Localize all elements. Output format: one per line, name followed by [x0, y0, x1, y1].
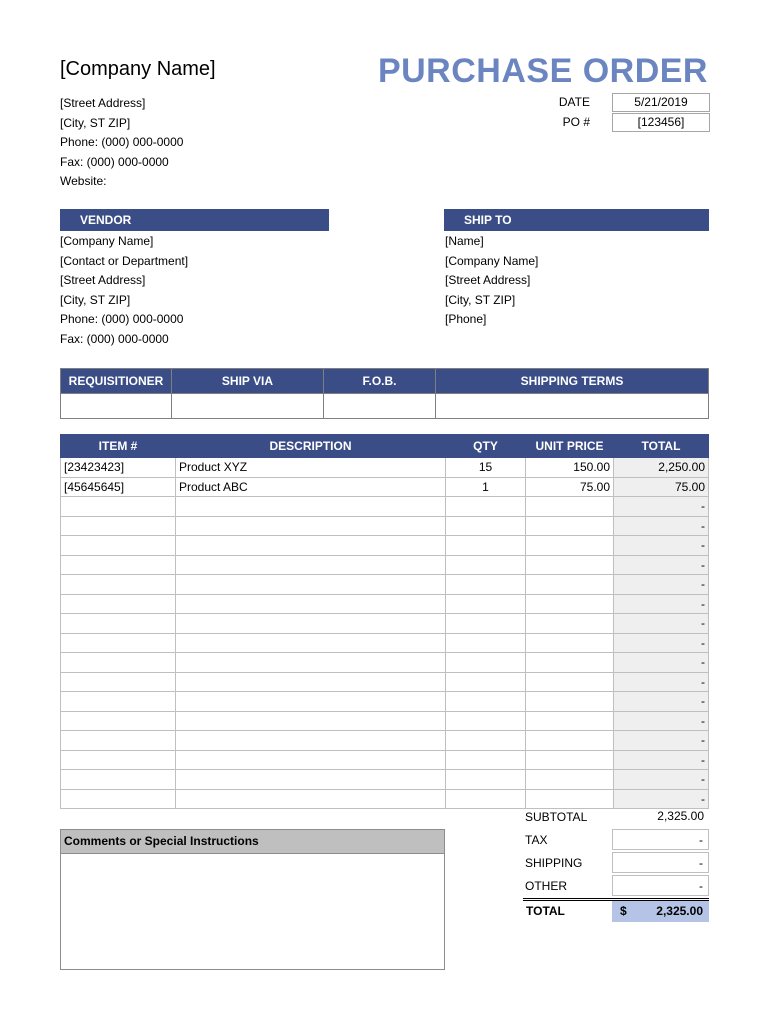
vendor-line: [Company Name] [60, 234, 154, 248]
shipping-terms-header: SHIPPING TERMS [436, 369, 709, 394]
ship-to-header-label: SHIP TO [464, 213, 512, 227]
item-number-cell[interactable] [61, 536, 176, 556]
unit-price-cell[interactable] [526, 770, 614, 790]
description-cell[interactable]: Product XYZ [176, 458, 446, 478]
qty-cell[interactable] [446, 731, 526, 751]
ship-to-details [445, 232, 538, 330]
unit-price-cell[interactable] [526, 711, 614, 731]
qty-cell[interactable] [446, 555, 526, 575]
description-cell[interactable] [176, 555, 446, 575]
tax-field[interactable]: - [612, 829, 709, 850]
unit-price-cell[interactable] [526, 536, 614, 556]
ship-to-header [444, 209, 709, 231]
item-number-cell[interactable]: [23423423] [61, 458, 176, 478]
line-total-cell: - [614, 672, 709, 692]
requisitioner-field[interactable] [61, 394, 172, 419]
table-row [61, 633, 709, 653]
grand-total-box [612, 901, 709, 922]
description-cell[interactable] [176, 575, 446, 595]
qty-cell[interactable] [446, 536, 526, 556]
description-cell[interactable] [176, 614, 446, 634]
ship-to-line: [City, ST ZIP] [445, 292, 516, 307]
qty-cell[interactable] [446, 497, 526, 517]
description-cell[interactable] [176, 692, 446, 712]
qty-cell[interactable] [446, 770, 526, 790]
qty-cell[interactable] [446, 575, 526, 595]
qty-cell[interactable] [446, 789, 526, 809]
company-address-line: [City, ST ZIP] [60, 115, 131, 130]
qty-cell[interactable] [446, 711, 526, 731]
table-row [61, 516, 709, 536]
date-field[interactable]: 5/21/2019 [612, 93, 710, 112]
shipping-label: SHIPPING [525, 856, 583, 870]
subtotal-label: SUBTOTAL [525, 810, 588, 824]
item-number-cell[interactable] [61, 672, 176, 692]
line-total-cell: - [614, 692, 709, 712]
other-label: OTHER [525, 879, 567, 893]
unit-price-cell[interactable] [526, 731, 614, 751]
po-number-label: PO # [562, 115, 590, 129]
line-total-cell: - [614, 516, 709, 536]
qty-cell[interactable] [446, 672, 526, 692]
vendor-header-label: VENDOR [80, 213, 132, 227]
unit-price-cell[interactable] [526, 750, 614, 770]
qty-cell[interactable]: 1 [446, 477, 526, 497]
description-cell[interactable] [176, 731, 446, 751]
shipping-info-header-row [61, 369, 709, 394]
unit-price-cell[interactable] [526, 653, 614, 673]
ship-to-line: [Street Address] [445, 273, 531, 287]
line-total-cell: - [614, 653, 709, 673]
requisitioner-header: REQUISITIONER [61, 369, 172, 394]
description-cell[interactable] [176, 516, 446, 536]
description-cell[interactable] [176, 653, 446, 673]
line-total-cell: - [614, 711, 709, 731]
grand-total-label: TOTAL [526, 904, 565, 918]
line-total-cell: - [614, 614, 709, 634]
description-cell[interactable]: Product ABC [176, 477, 446, 497]
company-name: [Company Name] [60, 58, 216, 80]
ship-to-line: [Phone] [445, 312, 487, 326]
other-field[interactable]: - [612, 875, 709, 896]
company-address-line: Website: [60, 174, 107, 188]
table-row [61, 653, 709, 673]
shipping-info-table [60, 368, 709, 419]
items-table [60, 434, 709, 809]
unit-price-cell[interactable] [526, 672, 614, 692]
line-total-cell: 2,250.00 [614, 458, 709, 478]
qty-header: QTY [446, 435, 526, 458]
company-address [60, 94, 183, 192]
table-row [61, 536, 709, 556]
ship-via-header: SHIP VIA [172, 369, 324, 394]
table-row [61, 477, 709, 497]
item-number-cell[interactable] [61, 633, 176, 653]
item-number-cell[interactable] [61, 653, 176, 673]
qty-cell[interactable] [446, 692, 526, 712]
line-total-cell: - [614, 594, 709, 614]
item-number-cell[interactable]: [45645645] [61, 477, 176, 497]
qty-cell[interactable] [446, 750, 526, 770]
qty-cell[interactable] [446, 653, 526, 673]
date-label: DATE [558, 95, 590, 109]
qty-cell[interactable] [446, 516, 526, 536]
description-cell[interactable] [176, 536, 446, 556]
total-header: TOTAL [614, 435, 709, 458]
description-cell[interactable] [176, 711, 446, 731]
item-number-cell[interactable] [61, 516, 176, 536]
item-number-cell[interactable] [61, 750, 176, 770]
qty-cell[interactable]: 15 [446, 458, 526, 478]
description-cell[interactable] [176, 789, 446, 809]
table-row [61, 594, 709, 614]
description-cell[interactable] [176, 497, 446, 517]
unit-price-cell[interactable] [526, 594, 614, 614]
subtotal-value: 2,325.00 [657, 809, 704, 823]
unit-price-cell[interactable]: 75.00 [526, 477, 614, 497]
table-row [61, 731, 709, 751]
company-address-line: Fax: (000) 000-0000 [60, 154, 169, 169]
table-row [61, 750, 709, 770]
unit-price-cell[interactable] [526, 692, 614, 712]
unit-price-cell[interactable]: 150.00 [526, 458, 614, 478]
unit-price-cell[interactable] [526, 516, 614, 536]
comments-header: Comments or Special Instructions [60, 829, 445, 853]
vendor-line: Phone: (000) 000-0000 [60, 312, 184, 326]
item-number-cell[interactable] [61, 555, 176, 575]
shipping-info-row [61, 394, 709, 419]
ship-to-line: [Name] [445, 234, 484, 248]
item-number-cell[interactable] [61, 497, 176, 517]
table-row [61, 497, 709, 517]
table-row [61, 614, 709, 634]
unit-price-cell[interactable] [526, 633, 614, 653]
unit-price-cell[interactable] [526, 555, 614, 575]
comments-field[interactable] [60, 853, 445, 970]
shipping-terms-field[interactable] [436, 394, 709, 419]
table-row [61, 672, 709, 692]
description-header: DESCRIPTION [176, 435, 446, 458]
grand-total-value: 2,325.00 [656, 904, 703, 918]
item-number-cell[interactable] [61, 789, 176, 809]
line-total-cell: - [614, 555, 709, 575]
currency-symbol: $ [620, 904, 627, 918]
items-body [61, 458, 709, 809]
line-total-cell: 75.00 [614, 477, 709, 497]
unit-price-cell[interactable] [526, 575, 614, 595]
description-cell[interactable] [176, 633, 446, 653]
fob-field[interactable] [324, 394, 436, 419]
item-number-cell[interactable] [61, 575, 176, 595]
table-row [61, 458, 709, 478]
unit-price-cell[interactable] [526, 789, 614, 809]
table-row [61, 770, 709, 790]
shipping-field[interactable]: - [612, 852, 709, 873]
po-number-field[interactable]: [123456] [612, 113, 710, 132]
vendor-line: [City, ST ZIP] [60, 292, 131, 307]
line-total-cell: - [614, 750, 709, 770]
description-cell[interactable] [176, 594, 446, 614]
description-cell[interactable] [176, 750, 446, 770]
item-number-cell[interactable] [61, 614, 176, 634]
item-number-cell[interactable] [61, 692, 176, 712]
unit-price-cell[interactable] [526, 497, 614, 517]
item-number-cell[interactable] [61, 711, 176, 731]
table-row [61, 575, 709, 595]
document-title: PURCHASE ORDER [377, 52, 708, 90]
vendor-line: Fax: (000) 000-0000 [60, 331, 169, 346]
line-total-cell: - [614, 497, 709, 517]
fob-header: F.O.B. [324, 369, 436, 394]
item-number-cell[interactable] [61, 770, 176, 790]
vendor-line: [Contact or Department] [60, 253, 189, 268]
description-cell[interactable] [176, 770, 446, 790]
item-number-cell[interactable] [61, 594, 176, 614]
table-row [61, 692, 709, 712]
line-total-cell: - [614, 575, 709, 595]
company-address-line: Phone: (000) 000-0000 [60, 135, 184, 149]
line-total-cell: - [614, 770, 709, 790]
table-row [61, 555, 709, 575]
unit-price-cell[interactable] [526, 614, 614, 634]
vendor-header [60, 209, 329, 231]
vendor-line: [Street Address] [60, 273, 146, 287]
table-row [61, 711, 709, 731]
qty-cell[interactable] [446, 614, 526, 634]
item-number-cell[interactable] [61, 731, 176, 751]
line-total-cell: - [614, 731, 709, 751]
tax-label: TAX [525, 833, 548, 847]
qty-cell[interactable] [446, 594, 526, 614]
unit-price-header: UNIT PRICE [526, 435, 614, 458]
line-total-cell: - [614, 633, 709, 653]
item-number-header: ITEM # [61, 435, 176, 458]
qty-cell[interactable] [446, 633, 526, 653]
vendor-details [60, 232, 188, 349]
description-cell[interactable] [176, 672, 446, 692]
company-address-line: [Street Address] [60, 96, 146, 110]
items-header-row [61, 435, 709, 458]
line-total-cell: - [614, 789, 709, 809]
ship-via-field[interactable] [172, 394, 324, 419]
ship-to-line: [Company Name] [445, 253, 539, 268]
line-total-cell: - [614, 536, 709, 556]
